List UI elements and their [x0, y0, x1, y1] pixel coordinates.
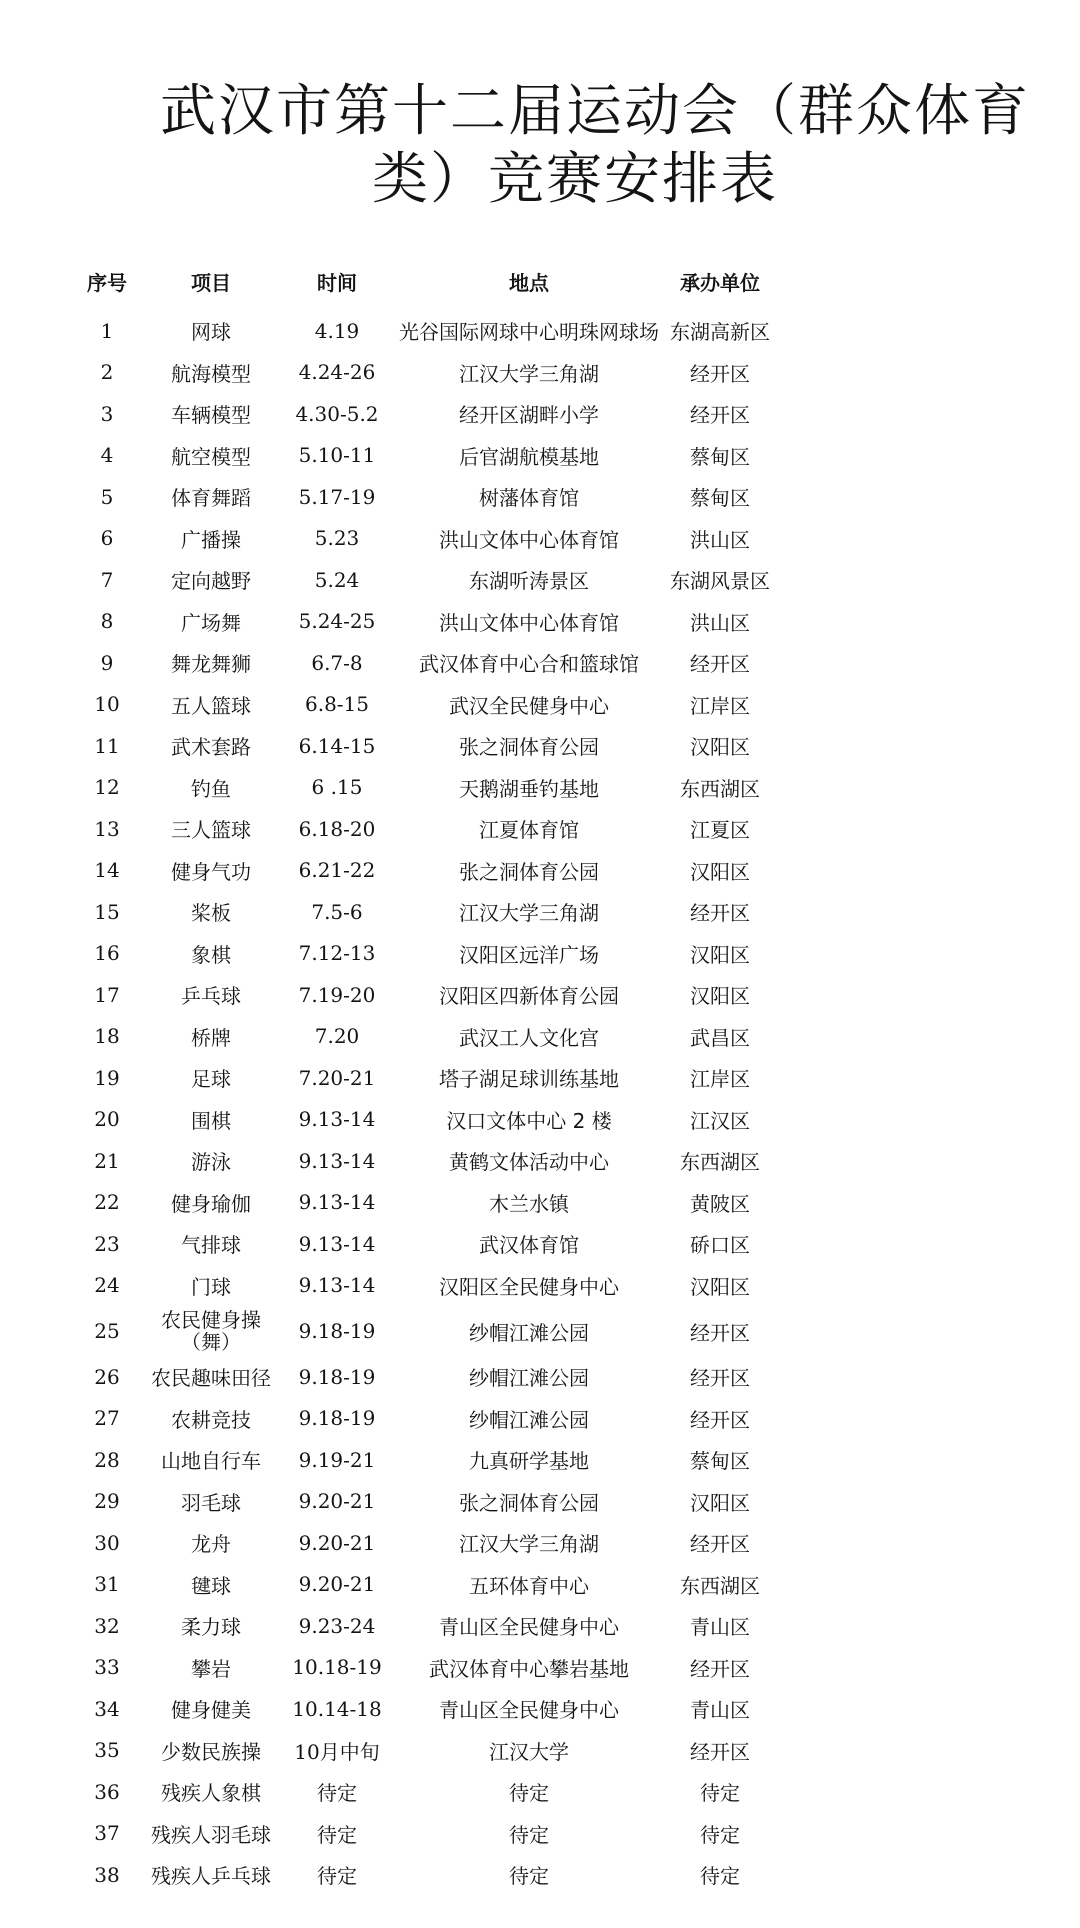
table-row [68, 850, 780, 892]
table-row [68, 1140, 780, 1182]
cell-num: 20 [94, 1107, 120, 1132]
table-row [68, 1265, 780, 1307]
cell-name: 桥牌 [191, 1025, 231, 1050]
cell-num: 3 [100, 401, 114, 426]
cell-name: 五人篮球 [171, 693, 251, 718]
cell-org: 汉阳区 [690, 984, 750, 1009]
cell-name: 农民趣味田径 [151, 1366, 271, 1391]
cell-time: 10月中旬 [294, 1739, 380, 1764]
cell-time: 5.17-19 [298, 484, 376, 509]
cell-org: 汉阳区 [690, 942, 750, 967]
header-venue: 地点 [509, 270, 549, 295]
cell-num: 36 [94, 1779, 120, 1804]
cell-org: 经开区 [690, 1320, 750, 1345]
cell-name: 气排球 [181, 1233, 241, 1258]
cell-time: 5.23 [314, 526, 360, 551]
cell-venue: 汉阳区四新体育公园 [439, 984, 619, 1009]
cell-num: 13 [94, 816, 120, 841]
cell-time: 9.13-14 [298, 1190, 376, 1215]
cell-time: 9.23-24 [298, 1613, 376, 1638]
cell-venue: 九真研学基地 [469, 1449, 589, 1474]
table-row [68, 1813, 780, 1855]
table-row [68, 1439, 780, 1481]
table-row [68, 1854, 780, 1896]
cell-time: 9.19-21 [298, 1447, 376, 1472]
cell-venue: 纱帽江滩公园 [469, 1320, 589, 1345]
cell-venue: 天鹅湖垂钓基地 [459, 776, 599, 801]
cell-num: 7 [100, 567, 114, 592]
cell-num: 28 [94, 1447, 120, 1472]
cell-time: 9.20-21 [298, 1489, 376, 1514]
cell-name: 定向越野 [171, 569, 251, 594]
cell-org: 黄陂区 [690, 1191, 750, 1216]
cell-name: 残疾人羽毛球 [151, 1822, 271, 1847]
cell-org: 东西湖区 [680, 1150, 760, 1175]
cell-time: 10.14-18 [292, 1696, 382, 1721]
cell-org: 待定 [700, 1864, 740, 1889]
cell-num: 12 [94, 775, 120, 800]
table-row [68, 1730, 780, 1772]
cell-venue: 东湖听涛景区 [469, 569, 589, 594]
cell-venue: 江汉大学 [489, 1739, 569, 1764]
table-row [68, 1564, 780, 1606]
table-row [68, 933, 780, 975]
schedule-table [68, 262, 780, 1896]
cell-time: 9.20-21 [298, 1572, 376, 1597]
table-row [68, 393, 780, 435]
cell-name: 柔力球 [181, 1615, 241, 1640]
cell-num: 2 [100, 360, 114, 385]
cell-venue: 武汉工人文化宫 [459, 1025, 599, 1050]
cell-org: 经开区 [690, 901, 750, 926]
cell-num: 33 [94, 1655, 120, 1680]
table-row [68, 1099, 780, 1141]
cell-name: 航海模型 [171, 361, 251, 386]
cell-time: 7.5-6 [311, 899, 363, 924]
cell-time: 9.18-19 [298, 1406, 376, 1431]
cell-name: 健身气功 [171, 859, 251, 884]
cell-time: 9.13-14 [298, 1273, 376, 1298]
cell-time: 9.20-21 [298, 1530, 376, 1555]
cell-venue: 黄鹤文体活动中心 [449, 1150, 609, 1175]
cell-name: 龙舟 [191, 1532, 231, 1557]
cell-name: 广场舞 [181, 610, 241, 635]
cell-org: 东湖高新区 [670, 320, 770, 345]
cell-time: 9.13-14 [298, 1231, 376, 1256]
cell-time: 6.8-15 [304, 692, 369, 717]
cell-org: 洪山区 [690, 527, 750, 552]
table-row [68, 974, 780, 1016]
cell-name: 残疾人象棋 [161, 1781, 261, 1806]
cell-num: 8 [100, 609, 114, 634]
table-row [68, 1647, 780, 1689]
cell-venue: 青山区全民健身中心 [439, 1615, 619, 1640]
cell-num: 5 [100, 484, 114, 509]
cell-time: 待定 [317, 1864, 357, 1889]
cell-venue: 江汉大学三角湖 [459, 901, 599, 926]
cell-name: 舞龙舞狮 [171, 652, 251, 677]
table-row [68, 518, 780, 560]
cell-org: 经开区 [690, 403, 750, 428]
cell-num: 18 [94, 1024, 120, 1049]
cell-org: 蔡甸区 [690, 1449, 750, 1474]
cell-name: 乒乓球 [181, 984, 241, 1009]
cell-name: 广播操 [181, 527, 241, 552]
cell-num: 4 [100, 443, 114, 468]
table-row [68, 684, 780, 726]
table-row [68, 1771, 780, 1813]
cell-num: 9 [100, 650, 114, 675]
cell-num: 25 [94, 1319, 120, 1343]
table-row [68, 1356, 780, 1398]
cell-name: 体育舞蹈 [171, 486, 251, 511]
cell-name: 山地自行车 [161, 1449, 261, 1474]
cell-org: 汉阳区 [690, 1490, 750, 1515]
cell-venue: 汉阳区远洋广场 [459, 942, 599, 967]
table-row [68, 1398, 780, 1440]
cell-num: 1 [100, 318, 114, 343]
cell-num: 38 [94, 1862, 120, 1887]
cell-venue: 树藩体育馆 [479, 486, 579, 511]
cell-time: 待定 [317, 1781, 357, 1806]
cell-venue: 木兰水镇 [489, 1191, 569, 1216]
cell-name: 羽毛球 [181, 1490, 241, 1515]
cell-time: 待定 [317, 1822, 357, 1847]
cell-num: 35 [94, 1738, 120, 1763]
cell-time: 9.18-19 [298, 1319, 376, 1343]
cell-org: 洪山区 [690, 610, 750, 635]
cell-org: 江汉区 [690, 1108, 750, 1133]
table-row [68, 1688, 780, 1730]
table-row [68, 1522, 780, 1564]
cell-venue: 青山区全民健身中心 [439, 1698, 619, 1723]
cell-name: 农民健身操（舞） [161, 1308, 261, 1354]
cell-org: 硚口区 [690, 1233, 750, 1258]
cell-org: 江夏区 [690, 818, 750, 843]
header-num: 序号 [87, 270, 127, 295]
table-row [68, 1057, 780, 1099]
cell-org: 经开区 [690, 1532, 750, 1557]
cell-time: 4.19 [314, 318, 360, 343]
cell-num: 21 [94, 1148, 120, 1173]
cell-name: 游泳 [191, 1150, 231, 1175]
table-row [68, 352, 780, 394]
cell-time: 7.20 [314, 1024, 360, 1049]
cell-num: 14 [94, 858, 120, 883]
cell-time: 4.24-26 [298, 360, 376, 385]
page-title-line-1: 武汉市第十二届运动会（群众体育 [160, 79, 1030, 144]
cell-venue: 张之洞体育公园 [459, 859, 599, 884]
table-row [68, 808, 780, 850]
cell-venue: 纱帽江滩公园 [469, 1366, 589, 1391]
cell-org: 蔡甸区 [690, 486, 750, 511]
cell-org: 江岸区 [690, 1067, 750, 1092]
cell-venue: 待定 [509, 1864, 549, 1889]
cell-venue: 张之洞体育公园 [459, 735, 599, 760]
cell-name: 健身健美 [171, 1698, 251, 1723]
table-row [68, 1016, 780, 1058]
cell-venue: 待定 [509, 1822, 549, 1847]
cell-org: 东湖风景区 [670, 569, 770, 594]
cell-num: 32 [94, 1613, 120, 1638]
cell-name: 钓鱼 [191, 776, 231, 801]
cell-name: 围棋 [191, 1108, 231, 1133]
table-row [68, 725, 780, 767]
cell-name: 攀岩 [191, 1656, 231, 1681]
cell-org: 待定 [700, 1822, 740, 1847]
cell-org: 东西湖区 [680, 1573, 760, 1598]
cell-org: 待定 [700, 1781, 740, 1806]
cell-name: 三人篮球 [171, 818, 251, 843]
cell-time: 5.24 [314, 567, 360, 592]
cell-time: 5.24-25 [298, 609, 376, 634]
cell-name: 农耕竞技 [171, 1407, 251, 1432]
cell-name: 门球 [191, 1274, 231, 1299]
cell-num: 24 [94, 1273, 120, 1298]
cell-num: 34 [94, 1696, 120, 1721]
cell-org: 经开区 [690, 1739, 750, 1764]
cell-venue: 武汉体育馆 [479, 1233, 579, 1258]
cell-num: 22 [94, 1190, 120, 1215]
table-header-row [68, 262, 780, 310]
cell-time: 5.10-11 [298, 443, 376, 468]
cell-venue: 塔子湖足球训练基地 [439, 1067, 619, 1092]
cell-org: 经开区 [690, 361, 750, 386]
cell-org: 汉阳区 [690, 859, 750, 884]
cell-venue: 五环体育中心 [469, 1573, 589, 1598]
cell-num: 27 [94, 1406, 120, 1431]
cell-time: 6.21-22 [298, 858, 376, 883]
cell-time: 6.14-15 [298, 733, 376, 758]
cell-time: 7.20-21 [298, 1065, 376, 1090]
cell-name: 武术套路 [171, 735, 251, 760]
cell-time: 7.19-20 [298, 982, 376, 1007]
cell-time: 9.18-19 [298, 1364, 376, 1389]
cell-name: 航空模型 [171, 444, 251, 469]
cell-venue: 汉阳区全民健身中心 [439, 1274, 619, 1299]
table-row [68, 1306, 780, 1356]
cell-time: 9.13-14 [298, 1148, 376, 1173]
cell-venue: 后官湖航模基地 [459, 444, 599, 469]
cell-org: 经开区 [690, 1656, 750, 1681]
table-row [68, 476, 780, 518]
table-row [68, 310, 780, 352]
cell-org: 汉阳区 [690, 1274, 750, 1299]
cell-venue: 江汉大学三角湖 [459, 361, 599, 386]
page-title [0, 78, 1080, 214]
cell-venue: 经开区湖畔小学 [459, 403, 599, 428]
cell-org: 青山区 [690, 1615, 750, 1640]
table-row [68, 1223, 780, 1265]
cell-time: 6 .15 [311, 775, 363, 800]
cell-name: 象棋 [191, 942, 231, 967]
cell-num: 29 [94, 1489, 120, 1514]
cell-num: 17 [94, 982, 120, 1007]
cell-venue: 武汉体育中心攀岩基地 [429, 1656, 629, 1681]
cell-name: 少数民族操 [161, 1739, 261, 1764]
cell-venue: 洪山文体中心体育馆 [439, 527, 619, 552]
cell-venue: 光谷国际网球中心明珠网球场 [399, 320, 659, 345]
cell-venue: 武汉体育中心合和篮球馆 [419, 652, 639, 677]
cell-name: 车辆模型 [171, 403, 251, 428]
cell-org: 经开区 [690, 652, 750, 677]
cell-org: 青山区 [690, 1698, 750, 1723]
cell-num: 15 [94, 899, 120, 924]
cell-venue: 待定 [509, 1781, 549, 1806]
header-name: 项目 [191, 270, 231, 295]
cell-num: 10 [94, 692, 120, 717]
table-body [68, 310, 780, 1896]
cell-time: 6.7-8 [311, 650, 363, 675]
cell-time: 7.12-13 [298, 941, 376, 966]
cell-num: 26 [94, 1364, 120, 1389]
cell-time: 10.18-19 [292, 1655, 382, 1680]
page-title-line-2: 类）竞赛安排表 [372, 147, 778, 212]
cell-org: 蔡甸区 [690, 444, 750, 469]
cell-venue: 张之洞体育公园 [459, 1490, 599, 1515]
cell-num: 31 [94, 1572, 120, 1597]
cell-num: 6 [100, 526, 114, 551]
cell-name: 健身瑜伽 [171, 1191, 251, 1216]
table-row [68, 1481, 780, 1523]
cell-num: 11 [94, 733, 120, 758]
table-row [68, 601, 780, 643]
cell-org: 江岸区 [690, 693, 750, 718]
cell-org: 东西湖区 [680, 776, 760, 801]
cell-name: 残疾人乒乓球 [151, 1864, 271, 1889]
cell-num: 23 [94, 1231, 120, 1256]
table-row [68, 1605, 780, 1647]
cell-time: 9.13-14 [298, 1107, 376, 1132]
header-time: 时间 [317, 270, 357, 295]
cell-venue: 纱帽江滩公园 [469, 1407, 589, 1432]
cell-org: 武昌区 [690, 1025, 750, 1050]
cell-org: 汉阳区 [690, 735, 750, 760]
table-row [68, 891, 780, 933]
table-row [68, 767, 780, 809]
cell-num: 30 [94, 1530, 120, 1555]
cell-num: 16 [94, 941, 120, 966]
cell-venue: 江夏体育馆 [479, 818, 579, 843]
table-row [68, 559, 780, 601]
table-row [68, 642, 780, 684]
cell-venue: 武汉全民健身中心 [449, 693, 609, 718]
cell-venue: 汉口文体中心 2 楼 [446, 1108, 612, 1133]
header-org: 承办单位 [680, 270, 760, 295]
cell-time: 6.18-20 [298, 816, 376, 841]
cell-name: 足球 [191, 1067, 231, 1092]
cell-venue: 洪山文体中心体育馆 [439, 610, 619, 635]
cell-num: 19 [94, 1065, 120, 1090]
cell-time: 4.30-5.2 [295, 401, 379, 426]
cell-org: 经开区 [690, 1407, 750, 1432]
table-row [68, 1182, 780, 1224]
table-row [68, 435, 780, 477]
cell-name: 毽球 [191, 1573, 231, 1598]
cell-org: 经开区 [690, 1366, 750, 1391]
cell-venue: 江汉大学三角湖 [459, 1532, 599, 1557]
cell-name: 网球 [191, 320, 231, 345]
cell-num: 37 [94, 1821, 120, 1846]
cell-name: 桨板 [191, 901, 231, 926]
